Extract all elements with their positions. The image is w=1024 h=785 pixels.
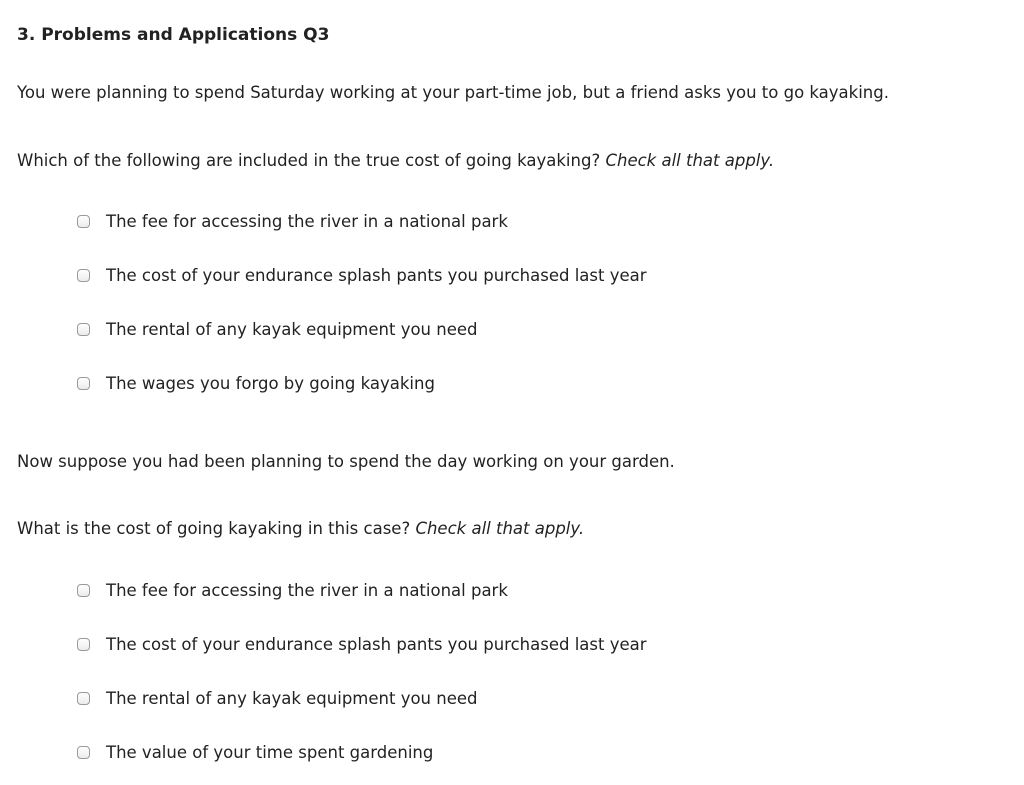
- question-1-prompt: [17, 151, 774, 170]
- page-title: 3. Problems and Applications Q3: [17, 25, 330, 45]
- checkbox[interactable]: [77, 638, 90, 651]
- q2-option-2-label[interactable]: The cost of your endurance splash pants you purchased last year: [106, 635, 647, 654]
- checkbox[interactable]: [77, 323, 90, 336]
- question-2-instruction: Check all that apply.: [415, 519, 585, 538]
- intro-text: You were planning to spend Saturday working at your part-time job, but a friend asks you to go kayaking.: [17, 83, 889, 102]
- checkbox[interactable]: [77, 746, 90, 759]
- checkbox[interactable]: [77, 692, 90, 705]
- q2-option-4[interactable]: [77, 743, 433, 762]
- q1-option-1-label[interactable]: The fee for accessing the river in a national park: [106, 212, 508, 231]
- q1-option-3[interactable]: [77, 320, 477, 339]
- q2-option-2[interactable]: [77, 635, 647, 654]
- q1-option-4-label[interactable]: The wages you forgo by going kayaking: [106, 374, 435, 393]
- question-1-instruction: Check all that apply.: [605, 151, 775, 170]
- q2-option-3[interactable]: [77, 689, 477, 708]
- q1-option-4[interactable]: [77, 374, 435, 393]
- q2-option-3-label[interactable]: The rental of any kayak equipment you need: [106, 689, 478, 708]
- question-1-text: Which of the following are included in the true cost of going kayaking?: [17, 151, 601, 170]
- question-2-prompt: [17, 519, 584, 538]
- checkbox[interactable]: [77, 215, 90, 228]
- q1-option-1[interactable]: [77, 212, 508, 231]
- q1-option-2-label[interactable]: The cost of your endurance splash pants you purchased last year: [106, 266, 647, 285]
- q2-option-1-label[interactable]: The fee for accessing the river in a national park: [106, 581, 508, 600]
- scenario-2-text: Now suppose you had been planning to spend the day working on your garden.: [17, 452, 675, 471]
- checkbox[interactable]: [77, 377, 90, 390]
- checkbox[interactable]: [77, 269, 90, 282]
- q1-option-3-label[interactable]: The rental of any kayak equipment you need: [106, 320, 478, 339]
- q1-option-2[interactable]: [77, 266, 647, 285]
- q2-option-4-label[interactable]: The value of your time spent gardening: [106, 743, 434, 762]
- checkbox[interactable]: [77, 584, 90, 597]
- question-2-text: What is the cost of going kayaking in this case?: [17, 519, 411, 538]
- q2-option-1[interactable]: [77, 581, 508, 600]
